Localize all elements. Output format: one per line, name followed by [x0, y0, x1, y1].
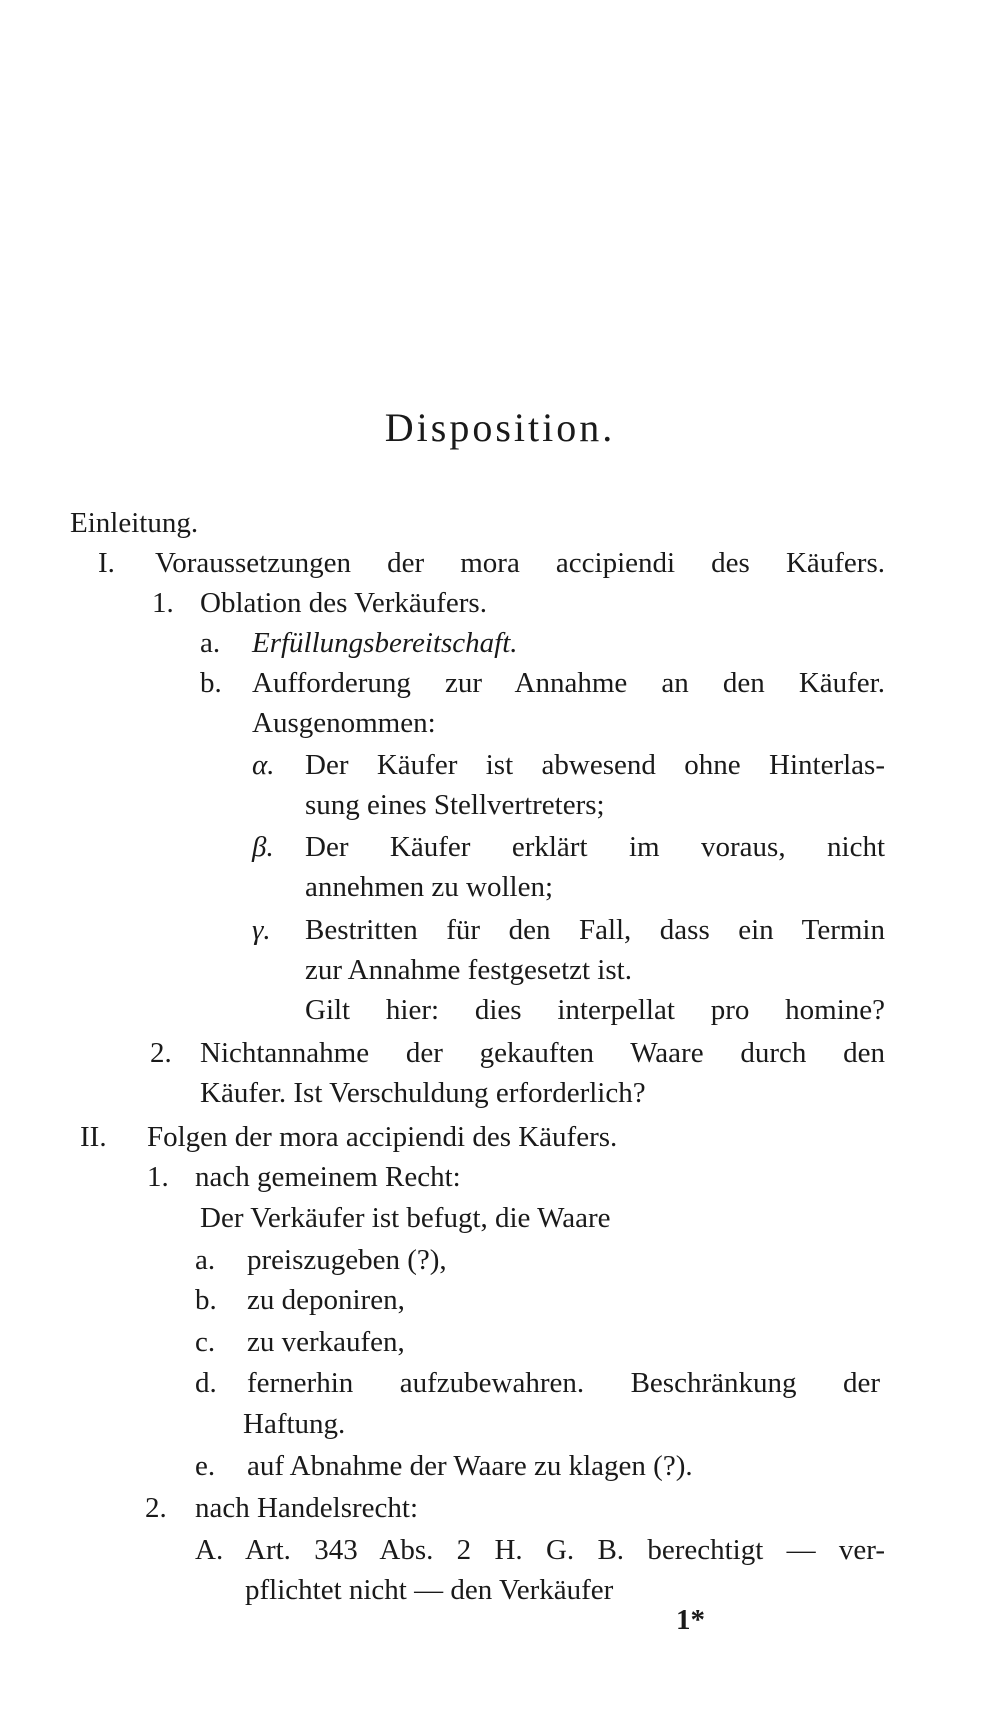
item-1-1-a-number: a. — [200, 627, 221, 659]
item-2-1-e-number: e. — [195, 1450, 216, 1482]
item-2-1-number: 1. — [147, 1161, 169, 1193]
item-2-1-c-text: zu verkaufen, — [247, 1326, 405, 1358]
alpha-symbol: α. — [252, 749, 275, 781]
item-2-2-A-line-2: pflichtet nicht — den Verkäufer — [245, 1574, 614, 1606]
gamma-symbol: γ. — [252, 914, 271, 946]
item-2-1-b-number: b. — [195, 1284, 217, 1316]
gamma-line-1: Bestritten für den Fall, dass ein Termin — [305, 914, 885, 946]
item-1-1-b-number: b. — [200, 667, 222, 699]
section-2-heading: Folgen der mora accipiendi des Käufers. — [147, 1121, 618, 1153]
item-2-1-text: nach gemeinem Recht: — [195, 1161, 461, 1193]
item-1-2-number: 2. — [150, 1037, 172, 1069]
item-2-2-A-line-1: Art. 343 Abs. 2 H. G. B. berechtigt — ver- — [245, 1534, 885, 1566]
item-2-1-b-text: zu deponiren, — [247, 1284, 405, 1316]
item-1-1-number: 1. — [152, 587, 174, 619]
item-2-1-d-line-2: Haftung. — [243, 1408, 346, 1440]
item-2-1-lead: Der Verkäufer ist befugt, die Waare — [200, 1202, 611, 1234]
intro-heading: Einleitung. — [70, 507, 199, 539]
section-1-heading: Voraussetzungen der mora accipiendi des Käufers. — [155, 547, 885, 579]
item-1-1-text: Oblation des Verkäufers. — [200, 587, 487, 619]
item-2-2-number: 2. — [145, 1492, 167, 1524]
item-1-1-b-exception-label: Ausgenommen: — [252, 707, 436, 739]
section-2-number: II. — [80, 1121, 107, 1153]
section-1-number: I. — [98, 547, 115, 579]
item-2-1-d-line-1: fernerhin aufzubewahren. Beschränkung der — [247, 1367, 880, 1399]
item-1-2-line-1: Nichtannahme der gekauften Waare durch den — [200, 1037, 885, 1069]
alpha-line-1: Der Käufer ist abwesend ohne Hinterlas- — [305, 749, 885, 781]
item-2-2-text: nach Handelsrecht: — [195, 1492, 419, 1524]
beta-line-2: annehmen zu wollen; — [305, 871, 554, 903]
page-number: 1* — [676, 1604, 705, 1636]
beta-symbol: β. — [252, 831, 274, 863]
item-1-1-a-text: Erfüllungsbereitschaft. — [252, 627, 518, 659]
item-1-1-b-text: Aufforderung zur Annahme an den Käufer. — [252, 667, 885, 699]
gamma-line-3: Gilt hier: dies interpellat pro homine? — [305, 994, 885, 1026]
item-2-1-a-number: a. — [195, 1244, 216, 1276]
item-2-1-a-text: preiszugeben (?), — [247, 1244, 447, 1276]
alpha-line-2: sung eines Stellvertreters; — [305, 789, 605, 821]
beta-line-1: Der Käufer erklärt im voraus, nicht — [305, 831, 885, 863]
gamma-line-2: zur Annahme festgesetzt ist. — [305, 954, 632, 986]
item-2-1-e-text: auf Abnahme der Waare zu klagen (?). — [247, 1450, 693, 1482]
item-2-2-A-number: A. — [195, 1534, 224, 1566]
item-2-1-c-number: c. — [195, 1326, 216, 1358]
item-2-1-d-number: d. — [195, 1367, 217, 1399]
item-1-2-line-2: Käufer. Ist Verschuldung erforderlich? — [200, 1077, 646, 1109]
page-title: Disposition. — [384, 405, 616, 450]
